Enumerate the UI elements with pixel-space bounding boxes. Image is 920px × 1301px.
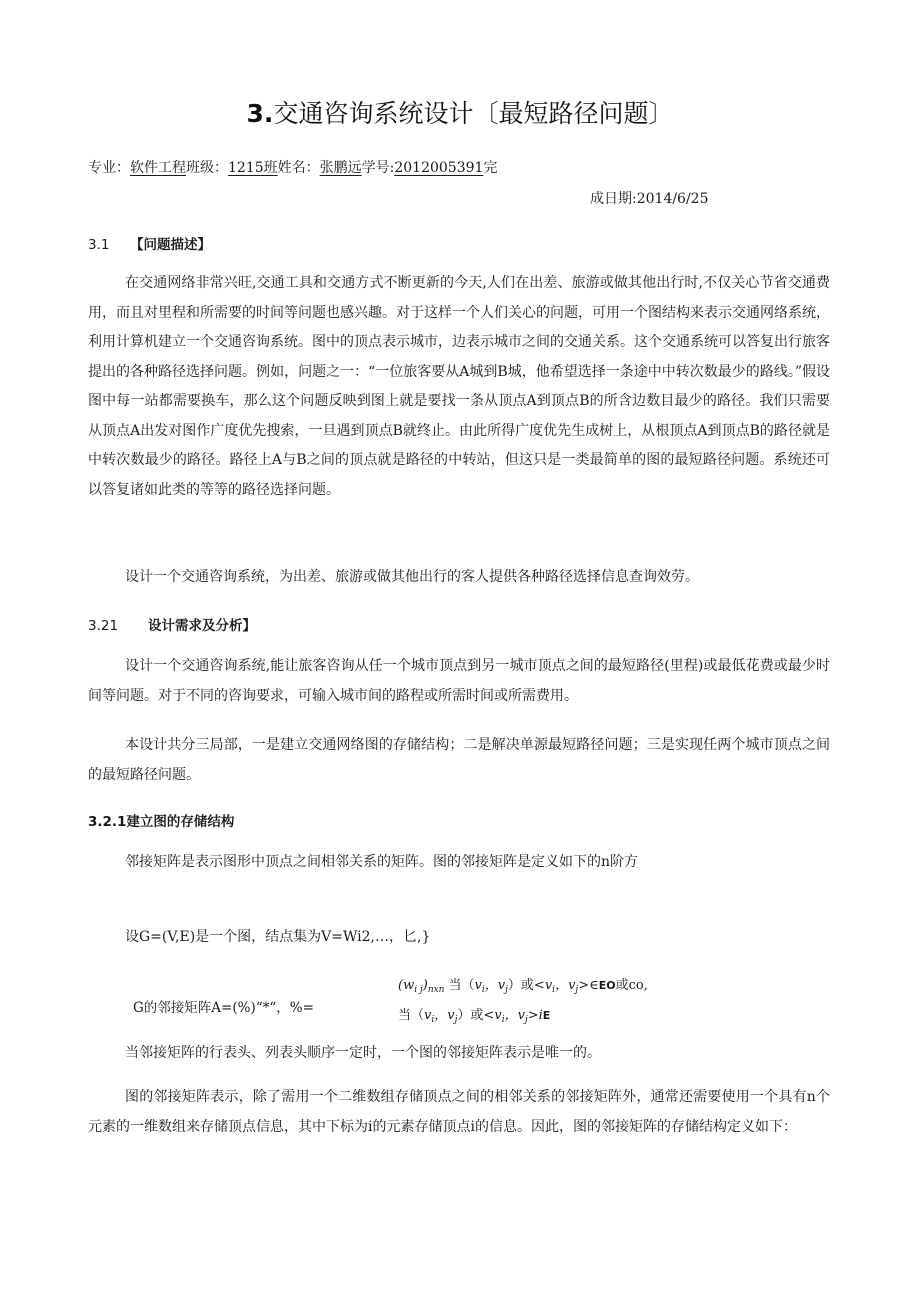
id-label: 学号:: [361, 160, 395, 176]
matrix-case-2: 当（$v_i$，$v_j$）或$<v_i$，$v_j>iE$: [398, 1008, 551, 1025]
section-title: 【问题描述】: [130, 237, 211, 253]
paragraph-design-parts: 本设计共分三局部，一是建立交通网络图的存储结构；二是解决单源最短路径问题；三是实现任两个城市顶点之间的最短路径问题。: [88, 737, 830, 783]
major-label: 专业：: [88, 160, 130, 176]
completion-date: 成日期:2014/6/25: [590, 191, 709, 207]
section-title: 设计需求及分析】: [148, 618, 256, 634]
section-number: 3.1: [88, 237, 110, 253]
id-suffix: 完: [483, 160, 498, 176]
paragraph-storage-structure: 图的邻接矩阵表示，除了需用一个二维数组存储顶点之间的相邻关系的邻接矩阵外，通常还需要使用一个具有n个元素的一维数组来存储顶点信息，其中下标为i的元素存储顶点i的信息。因此，图的邻接矩阵的存储结构定义如下：: [88, 1089, 830, 1135]
title-text: 交通咨询系统设计〔最短路径问题〕: [273, 99, 674, 128]
class-value: 1215班: [228, 160, 278, 176]
id-value: 2012005391: [394, 160, 484, 176]
name-value: 张鹏远: [319, 160, 362, 176]
paragraph-requirements: 设计一个交通咨询系统,能让旅客咨询从任一个城市顶点到另一城市顶点之间的最短路径(里程)或最低花费或最少时间等问题。对于不同的咨询要求，可输入城市间的路程或所需时间或所需费用。: [88, 658, 830, 704]
matrix-case-1: $(w_{i j})_{nxn}$ 当（$v_i$，$v_j$）或$<v_i$，$v_j>\in EO$或co,: [398, 978, 648, 995]
section-heading-3-1: [88, 233, 211, 253]
matrix-label: G的邻接矩阵A=(%)“*“，%=: [133, 1000, 314, 1016]
title-number: 3.: [246, 99, 274, 128]
section-heading-3-21: [88, 614, 256, 634]
paragraph-uniqueness: 当邻接矩阵的行表头、列表头顺序一定时，一个图的邻接矩阵表示是唯一的。: [125, 1045, 601, 1061]
paragraph-system-purpose: 设计一个交通咨询系统，为出差、旅游或做其他出行的客人提供各种路径选择信息查询效劳。: [125, 569, 699, 585]
page-title: [0, 94, 920, 130]
paragraph-adjacency-matrix: 邻接矩阵是表示图形中顶点之间相邻关系的矩阵。图的邻接矩阵是定义如下的n阶方: [125, 854, 639, 870]
paragraph-problem-description: 在交通网络非常兴旺,交通工具和交通方式不断更新的今天,人们在出差、旅游或做其他出行时,不仅关心节省交通费用，而且对里程和所需要的时间等问题也感兴趣。对于这样一个人们关心的问题，可用一个图结构来表示交通网络系统，利用计算机建立一个交通咨询系统。图中的顶点表示城市，边表示城市之间的交通关系。这个交通系统可以答复出行旅客提出的各种路径选择问题。例如，问题之一：“一位旅客要从A城到B城，他希望选择一条途中中转次数最少的路线。”假设图中每一站都需要换车，那么这个问题反映到图上就是要找一条从顶点A到顶点B的所含边数目最少的路径。我们只需要从顶点A出发对图作广度优先搜索，一旦遇到顶点B就终止。由此所得广度优先生成树上，从根顶点A到顶点B的路径就是中转次数最少的路径。路径上A与B之间的顶点就是路径的中转站，但这只是一类最简单的图的最短路径问题。系统还可以答复诸如此类的等等的路径选择问题。: [88, 275, 830, 498]
author-meta: [88, 157, 497, 177]
section-heading-3-2-1: [88, 810, 234, 830]
section-number: 3.21: [88, 618, 119, 634]
section-title: 建立图的存储结构: [126, 814, 235, 830]
section-number: 3.2.1: [88, 814, 127, 830]
class-label: 班级：: [186, 160, 228, 176]
graph-definition: 设G=(V,E)是一个图，结点集为V=Wi2,…，匕,}: [125, 929, 431, 945]
name-label: 姓名：: [277, 160, 320, 176]
major-value: 软件工程: [130, 160, 186, 176]
